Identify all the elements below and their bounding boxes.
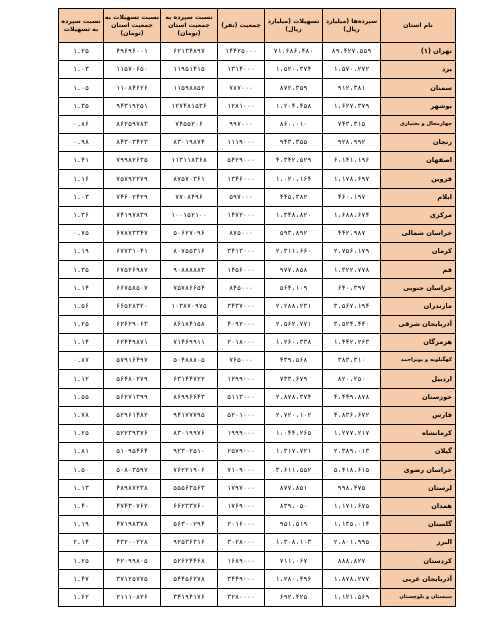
table-body: [59, 43, 456, 607]
province-name-cell: البرز: [381, 534, 456, 552]
table-cell-deposits: ۱،۱۷۱،۶۷۵: [323, 497, 381, 515]
table-cell-facilities: ۱،۲۶۰،۳۳۸: [265, 334, 323, 352]
table-cell-deposit-per-capita: ۵۴۴۵۶۲۷۸: [161, 570, 218, 588]
column-header-province-name: نام استان: [381, 9, 456, 43]
table-cell-facility-per-capita: ۸۴۳۰۳۴۲۳: [104, 133, 161, 151]
table-cell-facility-per-capita: ۶۷۸۷۳۳۴۷: [104, 224, 161, 242]
column-header-population: جمعیت (نفر): [218, 9, 265, 43]
table-cell-facility-per-capita: ۵۰۸۰۳۵۹۷: [104, 461, 161, 479]
table-cell-deposit-per-capita: ۸۰۷۵۵۳۱۶: [161, 243, 218, 261]
table-cell-facilities: ۸۳۹،۰۵۰: [265, 497, 323, 515]
table-row: [59, 334, 456, 352]
table-cell-facilities: ۹۴۳،۳۵۵: [265, 133, 323, 151]
table-cell-deposits: ۱،۱۳۵،۰۱۴: [323, 515, 381, 533]
table-cell-population: ۳۴۳۷۰۰۰: [218, 297, 265, 315]
table-cell-population: ۳۰۲۸۰۰۰: [218, 534, 265, 552]
table-cell-deposit-to-facility-ratio: ۱.۷۸: [59, 406, 104, 424]
table-cell-deposits: ۸۲۰،۲۵۰: [323, 370, 381, 388]
table-cell-facilities: ۷۱۱،۰۶۷: [265, 552, 323, 570]
table-cell-facility-per-capita: ۴۸۹۸۷۲۳۸: [104, 479, 161, 497]
table-cell-deposits: ۱،۱۲۱،۵۶۹: [323, 588, 381, 606]
table-cell-facility-per-capita: ۶۷۷۳۱۰۴۱: [104, 243, 161, 261]
table-cell-facilities: ۵۶۴،۱۰۹: [265, 279, 323, 297]
table-cell-facilities: ۲،۸۷۸،۳۷۴: [265, 388, 323, 406]
table-cell-facility-per-capita: ۵۲۹۶۱۴۸۲: [104, 406, 161, 424]
province-name-cell: هرمزگان: [381, 334, 456, 352]
table-cell-deposit-to-facility-ratio: ۱.۵۰: [59, 461, 104, 479]
province-name-cell: قزوین: [381, 170, 456, 188]
table-cell-deposit-per-capita: ۱۰۳۸۷۰۹۷۵: [161, 297, 218, 315]
table-cell-deposit-per-capita: ۱۱۹۵۱۴۱۵: [161, 61, 218, 79]
table-header-row: [59, 9, 456, 43]
table-cell-deposit-to-facility-ratio: ۱.۱۹: [59, 243, 104, 261]
table-cell-facility-per-capita: ۵۲۲۳۹۳۷۶: [104, 424, 161, 442]
table-cell-facility-per-capita: ۳۷۱۲۵۷۷۵: [104, 570, 161, 588]
table-row: [59, 224, 456, 242]
table-cell-facilities: ۲،۳۱۱،۶۶۰: [265, 243, 323, 261]
table-cell-facility-per-capita: ۶۷۵۲۶۹۸۷: [104, 261, 161, 279]
table-cell-population: ۲۰۱۶۰۰۰: [218, 515, 265, 533]
table-row: [59, 479, 456, 497]
table-cell-facility-per-capita: ۷۵۷۹۲۲۷۹: [104, 170, 161, 188]
table-cell-deposits: ۲،۳۸۹،۰۱۳: [323, 443, 381, 461]
table-row: [59, 534, 456, 552]
table-cell-deposits: ۹۱۲،۳۸۱: [323, 79, 381, 97]
table-cell-deposit-per-capita: ۵۰۴۸۸۸۰۵: [161, 352, 218, 370]
table-cell-population: ۴۰۹۲۰۰۰: [218, 315, 265, 333]
table-cell-facilities: ۱،۰۲۰،۱۶۴: [265, 170, 323, 188]
table-cell-facility-per-capita: ۷۴۶۰۲۴۲۹: [104, 188, 161, 206]
table-cell-facility-per-capita: ۷۹۹۸۲۶۳۵: [104, 152, 161, 170]
table-cell-deposits: ۹۹۸،۴۷۵: [323, 479, 381, 497]
table-cell-population: ۱۱۱۹۰۰۰: [218, 133, 265, 151]
table-cell-deposit-per-capita: ۶۳۱۴۴۷۲۲: [161, 370, 218, 388]
table-cell-facilities: ۱،۳۱۷،۷۲۱: [265, 443, 323, 461]
table-cell-facility-per-capita: ۵۶۴۸۰۲۷۹: [104, 370, 161, 388]
table-row: [59, 497, 456, 515]
table-cell-facilities: ۴۳۹،۵۶۸: [265, 352, 323, 370]
table-cell-deposits: ۱،۳۲۲،۷۷۸: [323, 261, 381, 279]
table-row: [59, 388, 456, 406]
province-name-cell: گلستان: [381, 515, 456, 533]
table-row: [59, 188, 456, 206]
table-cell-deposits: ۴،۴۴۹،۸۷۸: [323, 388, 381, 406]
table-cell-deposit-per-capita: ۶۲۱۳۴۸۹۷: [161, 43, 218, 61]
table-cell-facilities: ۸۷۲،۳۵۹: [265, 79, 323, 97]
table-cell-deposits: ۴۶۰،۱۹۷: [323, 188, 381, 206]
province-name-cell: سمنان: [381, 79, 456, 97]
table-cell-deposit-per-capita: ۳۴۱۹۴۱۷۶: [161, 588, 218, 606]
table-cell-population: ۷۸۷۰۰۰: [218, 79, 265, 97]
table-cell-deposit-to-facility-ratio: ۱.۵۶: [59, 297, 104, 315]
table-row: [59, 588, 456, 606]
table-cell-population: ۱۴۴۲۵۰۰۰: [218, 43, 265, 61]
table-row: [59, 406, 456, 424]
table-cell-facility-per-capita: ۴۷۱۹۸۳۷۸: [104, 515, 161, 533]
table-cell-deposit-to-facility-ratio: ۱.۱۴: [59, 334, 104, 352]
table-cell-deposits: ۱،۵۷۰،۲۷۲: [323, 61, 381, 79]
table-cell-facility-per-capita: ۴۷۴۳۰۷۶۲: [104, 497, 161, 515]
province-name-cell: اردبیل: [381, 370, 456, 388]
table-cell-deposit-per-capita: ۸۷۵۷۰۳۶۱: [161, 170, 218, 188]
table-cell-deposits: ۸۹،۴۲۷،۵۵۹: [323, 43, 381, 61]
table-cell-deposit-to-facility-ratio: ۱.۴۷: [59, 570, 104, 588]
province-name-cell: تهران (۱): [381, 43, 456, 61]
table-cell-deposit-to-facility-ratio: ۱.۰۳: [59, 61, 104, 79]
table-cell-population: ۲۵۷۹۰۰۰: [218, 443, 265, 461]
table-cell-facilities: ۲،۲۸۸،۲۳۱: [265, 297, 323, 315]
table-cell-population: ۱۶۸۹۰۰۰: [218, 552, 265, 570]
table-cell-facilities: ۷۱،۶۸۶،۴۸۰: [265, 43, 323, 61]
table-cell-facility-per-capita: ۶۶۵۲۸۳۲۰: [104, 297, 161, 315]
table-cell-deposit-to-facility-ratio: ۱.۳۵: [59, 261, 104, 279]
province-name-cell: گیلان: [381, 443, 456, 461]
table-cell-deposit-per-capita: ۷۵۷۸۶۶۵۴: [161, 279, 218, 297]
table-cell-population: ۱۷۶۹۰۰۰: [218, 497, 265, 515]
table-cell-deposit-per-capita: ۹۲۵۳۶۳۱۶: [161, 534, 218, 552]
table-cell-deposits: ۱،۸۷۸،۲۷۷: [323, 570, 381, 588]
table-cell-deposits: ۱،۱۷۸،۶۹۷: [323, 170, 381, 188]
table-cell-deposit-to-facility-ratio: ۱.۲۵: [59, 552, 104, 570]
table-cell-facility-per-capita: ۱۱۵۷۰۶۵۰: [104, 61, 161, 79]
column-header-facility-per-capita: نسبت تسهیلات به جمعیت استان (تومان): [104, 9, 161, 43]
province-name-cell: مازندران: [381, 297, 456, 315]
table-cell-facility-per-capita: ۵۶۲۷۱۳۹۹: [104, 388, 161, 406]
table-cell-deposits: ۶۴۰،۳۹۷: [323, 279, 381, 297]
table-cell-population: ۸۴۵۰۰۰: [218, 279, 265, 297]
table-row: [59, 297, 456, 315]
table-cell-deposit-per-capita: ۱۰۰۱۵۲۱۰۰: [161, 206, 218, 224]
table-cell-deposits: ۷۴۳،۳۱۵: [323, 115, 381, 133]
table-cell-population: ۷۱۰۹۰۰۰: [218, 461, 265, 479]
table-cell-population: ۱۹۹۹۰۰۰: [218, 424, 265, 442]
table-cell-population: ۵۲۰۱۰۰۰: [218, 406, 265, 424]
table-cell-population: ۱۷۹۷۰۰۰: [218, 479, 265, 497]
column-header-deposit-per-capita: نسبت سپرده به جمعیت استان (تومان): [161, 9, 218, 43]
table-cell-deposits: ۶،۱۴۱،۱۹۶: [323, 152, 381, 170]
table-cell-deposit-to-facility-ratio: ۱.۱۳: [59, 479, 104, 497]
province-name-cell: کهگیلویه و بویراحمد: [381, 352, 456, 370]
table-cell-facility-per-capita: ۷۴۱۹۷۸۳۹: [104, 206, 161, 224]
table-cell-deposit-per-capita: ۱۱۳۱۱۸۳۶۸: [161, 152, 218, 170]
column-header-deposit-to-facility-ratio: نسبت سپرده به تسهیلات: [59, 9, 104, 43]
table-cell-deposit-to-facility-ratio: ۱.۴۰: [59, 497, 104, 515]
table-cell-deposit-per-capita: ۹۲۳۰۲۵۱۰: [161, 443, 218, 461]
table-row: [59, 261, 456, 279]
table-cell-deposit-to-facility-ratio: ۲.۱۴: [59, 534, 104, 552]
table-cell-deposit-per-capita: ۵۵۵۶۳۵۶۳: [161, 479, 218, 497]
table-row: [59, 279, 456, 297]
table-cell-facility-per-capita: ۶۲۴۴۹۸۷۱: [104, 334, 161, 352]
table-cell-deposit-to-facility-ratio: ۰.۸۶: [59, 115, 104, 133]
table-cell-deposits: ۹۲۸،۹۹۲: [323, 133, 381, 151]
table-cell-deposits: ۳۸۳،۳۱۰: [323, 352, 381, 370]
table-cell-deposit-to-facility-ratio: ۱.۳۵: [59, 97, 104, 115]
table-cell-facilities: ۱،۲۰۴،۴۵۸: [265, 97, 323, 115]
table-row: [59, 570, 456, 588]
table-cell-deposit-per-capita: ۷۶۲۲۱۹۰۶: [161, 461, 218, 479]
province-name-cell: خراسان شمالی: [381, 224, 456, 242]
table-cell-population: ۱۴۵۶۰۰۰: [218, 261, 265, 279]
table-row: [59, 370, 456, 388]
table-row: [59, 79, 456, 97]
table-cell-facility-per-capita: ۴۹۶۹۶۰۰۱: [104, 43, 161, 61]
table-cell-facilities: ۱،۵۲۰،۳۷۴: [265, 61, 323, 79]
table-cell-deposit-to-facility-ratio: ۰.۷۵: [59, 224, 104, 242]
province-name-cell: ایلام: [381, 188, 456, 206]
table-cell-facilities: ۴،۳۴۲،۵۲۹: [265, 152, 323, 170]
table-row: [59, 552, 456, 570]
table-cell-facilities: ۱،۲۸۰،۴۹۶: [265, 570, 323, 588]
province-name-cell: اصفهان: [381, 152, 456, 170]
table-cell-population: ۵۴۲۹۰۰۰: [218, 152, 265, 170]
table-cell-deposits: ۲،۷۵۶،۱۷۹: [323, 243, 381, 261]
table-cell-deposit-to-facility-ratio: ۱.۲۵: [59, 43, 104, 61]
table-cell-facility-per-capita: ۵۷۹۱۶۴۹۷: [104, 352, 161, 370]
province-name-cell: سیستان و بلوچستان: [381, 588, 456, 606]
province-name-cell: همدان: [381, 497, 456, 515]
table-cell-deposits: ۳،۵۶۷،۱۹۴: [323, 297, 381, 315]
table-cell-facilities: ۱،۰۴۴،۲۶۵: [265, 424, 323, 442]
table-cell-facilities: ۸۶۰،۰۱۰: [265, 115, 323, 133]
table-cell-deposit-per-capita: ۵۰۶۲۷۰۹۶: [161, 224, 218, 242]
table-cell-deposits: ۲،۸۰۱،۹۹۵: [323, 534, 381, 552]
table-cell-facility-per-capita: ۶۶۷۵۸۵۰۷: [104, 279, 161, 297]
province-name-cell: قم: [381, 261, 456, 279]
table-cell-population: ۳۲۸۰۰۰۰: [218, 588, 265, 606]
table-cell-deposit-per-capita: ۷۴۵۵۲۰۶: [161, 115, 218, 133]
table-cell-deposits: ۸۸۸،۸۲۷: [323, 552, 381, 570]
table-cell-deposit-per-capita: ۷۱۴۶۹۹۱۱: [161, 334, 218, 352]
table-cell-population: ۱۲۸۱۰۰۰: [218, 97, 265, 115]
province-name-cell: آذربایجان غربی: [381, 570, 456, 588]
table-cell-deposit-per-capita: ۱۱۵۹۸۸۵۲: [161, 79, 218, 97]
table-cell-deposit-per-capita: ۸۶۱۸۴۱۵۸: [161, 315, 218, 333]
table-cell-facilities: ۱،۳۰۸،۱۰۳: [265, 534, 323, 552]
table-row: [59, 43, 456, 61]
table-row: [59, 243, 456, 261]
table-cell-facility-per-capita: ۱۱۰۸۴۶۲۶: [104, 79, 161, 97]
table-cell-population: ۹۹۷۰۰۰: [218, 115, 265, 133]
table-cell-deposit-to-facility-ratio: ۱.۵۵: [59, 388, 104, 406]
table-cell-population: ۱۳۱۴۰۰۰: [218, 61, 265, 79]
table-cell-population: ۸۷۵۰۰۰: [218, 224, 265, 242]
table-cell-deposit-to-facility-ratio: ۱.۱۹: [59, 515, 104, 533]
table-cell-deposit-per-capita: ۸۳۰۱۹۸۷۴: [161, 133, 218, 151]
table-cell-deposit-per-capita: ۹۰۸۸۸۸۸۳: [161, 261, 218, 279]
table-cell-deposit-to-facility-ratio: ۱.۳۶: [59, 206, 104, 224]
table-cell-deposits: ۴،۸۳۶،۶۷۲: [323, 406, 381, 424]
table-row: [59, 424, 456, 442]
table-cell-facilities: ۳،۶۱۱،۵۵۲: [265, 461, 323, 479]
table-cell-deposit-to-facility-ratio: ۱.۱۲: [59, 370, 104, 388]
table-cell-deposit-per-capita: ۱۲۷۴۸۱۵۳۶: [161, 97, 218, 115]
table-cell-facility-per-capita: ۴۲۰۹۹۸۰۵: [104, 552, 161, 570]
table-row: [59, 152, 456, 170]
table-cell-facilities: ۷۳۳،۶۷۹: [265, 370, 323, 388]
table-row: [59, 133, 456, 151]
table-cell-deposit-per-capita: ۸۶۹۹۶۶۴۳: [161, 388, 218, 406]
table-cell-deposit-to-facility-ratio: ۱.۸۱: [59, 443, 104, 461]
table-cell-deposit-per-capita: ۷۷۰۸۴۹۶: [161, 188, 218, 206]
table-cell-deposits: ۵،۴۱۸،۶۱۵: [323, 461, 381, 479]
table-cell-population: ۵۹۷۰۰۰: [218, 188, 265, 206]
province-name-cell: فارس: [381, 406, 456, 424]
table-cell-facilities: ۲،۵۶۲،۷۷۱: [265, 315, 323, 333]
table-cell-facility-per-capita: ۹۴۳۱۹۲۵۱: [104, 97, 161, 115]
table-row: [59, 206, 456, 224]
table-cell-deposit-to-facility-ratio: ۱.۲۵: [59, 315, 104, 333]
table-cell-deposit-to-facility-ratio: ۱.۶۲: [59, 588, 104, 606]
table-row: [59, 515, 456, 533]
table-cell-population: ۱۲۹۹۰۰۰: [218, 370, 265, 388]
table-cell-facilities: ۹۷۷،۸۵۸: [265, 261, 323, 279]
table-cell-deposits: ۱،۶۸۸،۶۷۴: [323, 206, 381, 224]
table-cell-population: ۱۳۴۶۰۰۰: [218, 170, 265, 188]
table-cell-facilities: ۹۵۱،۵۱۹: [265, 515, 323, 533]
table-cell-deposits: ۱،۲۷۷،۲۱۷: [323, 424, 381, 442]
table-cell-deposit-to-facility-ratio: ۱.۰۳: [59, 188, 104, 206]
table-cell-facilities: ۱،۳۴۸،۸۲۰: [265, 206, 323, 224]
province-name-cell: آذربایجان شرقی: [381, 315, 456, 333]
table-cell-facility-per-capita: ۶۲۶۲۹۰۶۳: [104, 315, 161, 333]
table-cell-facility-per-capita: ۵۱۰۹۵۴۶۴: [104, 443, 161, 461]
table-cell-population: ۳۴۴۹۰۰۰: [218, 570, 265, 588]
table-cell-deposits: ۴۴۲،۹۸۷: [323, 224, 381, 242]
table-cell-deposits: ۱،۴۴۲،۲۶۳: [323, 334, 381, 352]
table-cell-population: ۳۴۱۳۰۰۰: [218, 243, 265, 261]
table-cell-facility-per-capita: ۸۶۲۵۹۷۸۳: [104, 115, 161, 133]
table-cell-deposit-per-capita: ۵۲۶۲۴۴۶۸: [161, 552, 218, 570]
province-name-cell: چهارمحال و بختیاری: [381, 115, 456, 133]
table-cell-facilities: ۵۹۳،۸۹۲: [265, 224, 323, 242]
province-name-cell: خراسان جنوبی: [381, 279, 456, 297]
table-row: [59, 315, 456, 333]
table-cell-deposits: ۳،۵۲۴،۴۴۰: [323, 315, 381, 333]
table-cell-facility-per-capita: ۴۳۲۰۰۲۲۸: [104, 534, 161, 552]
table-cell-deposit-to-facility-ratio: ۰.۸۷: [59, 352, 104, 370]
province-name-cell: کردستان: [381, 552, 456, 570]
province-name-cell: یزد: [381, 61, 456, 79]
table-cell-population: ۲۰۱۸۰۰۰: [218, 334, 265, 352]
table-cell-deposit-to-facility-ratio: ۱.۱۶: [59, 170, 104, 188]
province-name-cell: کرمان: [381, 243, 456, 261]
table-cell-deposit-to-facility-ratio: ۱.۰۵: [59, 79, 104, 97]
table-cell-population: ۵۱۱۳۰۰۰: [218, 388, 265, 406]
table-cell-population: ۱۴۷۲۰۰۰: [218, 206, 265, 224]
table-row: [59, 115, 456, 133]
province-name-cell: مرکزی: [381, 206, 456, 224]
table-row: [59, 352, 456, 370]
province-name-cell: زنجان: [381, 133, 456, 151]
table-cell-deposit-to-facility-ratio: ۱.۱۴: [59, 279, 104, 297]
table-cell-deposits: ۱،۶۲۷،۳۷۹: [323, 97, 381, 115]
province-name-cell: لرستان: [381, 479, 456, 497]
table-cell-facilities: ۴۴۵،۳۸۲: [265, 188, 323, 206]
table-cell-deposit-per-capita: ۸۳۰۱۹۹۷۶: [161, 424, 218, 442]
column-header-facilities: تسهیلات (میلیارد ریال): [265, 9, 323, 43]
table-cell-deposit-per-capita: ۹۴۱۷۷۷۹۵: [161, 406, 218, 424]
province-banking-table: [58, 8, 456, 607]
table-cell-facilities: ۶۹۲،۴۲۵: [265, 588, 323, 606]
province-name-cell: کرمانشاه: [381, 424, 456, 442]
table-row: [59, 61, 456, 79]
province-name-cell: خراسان رضوی: [381, 461, 456, 479]
table-cell-deposit-to-facility-ratio: ۰.۹۸: [59, 133, 104, 151]
table-cell-population: ۷۶۵۰۰۰: [218, 352, 265, 370]
province-name-cell: بوشهر: [381, 97, 456, 115]
table-row: [59, 443, 456, 461]
table-cell-deposit-per-capita: ۶۶۲۳۳۷۶۰: [161, 497, 218, 515]
table-row: [59, 97, 456, 115]
table-cell-facilities: ۲،۷۲۰،۱۰۲: [265, 406, 323, 424]
table-row: [59, 170, 456, 188]
table-cell-deposit-per-capita: ۵۶۳۰۰۲۹۴: [161, 515, 218, 533]
province-name-cell: خوزستان: [381, 388, 456, 406]
table-cell-deposit-to-facility-ratio: ۱.۲۵: [59, 424, 104, 442]
table-cell-facility-per-capita: ۲۱۱۱۰۸۲۶: [104, 588, 161, 606]
table-cell-deposit-to-facility-ratio: ۱.۴۱: [59, 152, 104, 170]
table-cell-facilities: ۸۷۷،۸۵۱: [265, 479, 323, 497]
column-header-deposits: سپرده‌ها (میلیارد ریال): [323, 9, 381, 43]
table-row: [59, 461, 456, 479]
